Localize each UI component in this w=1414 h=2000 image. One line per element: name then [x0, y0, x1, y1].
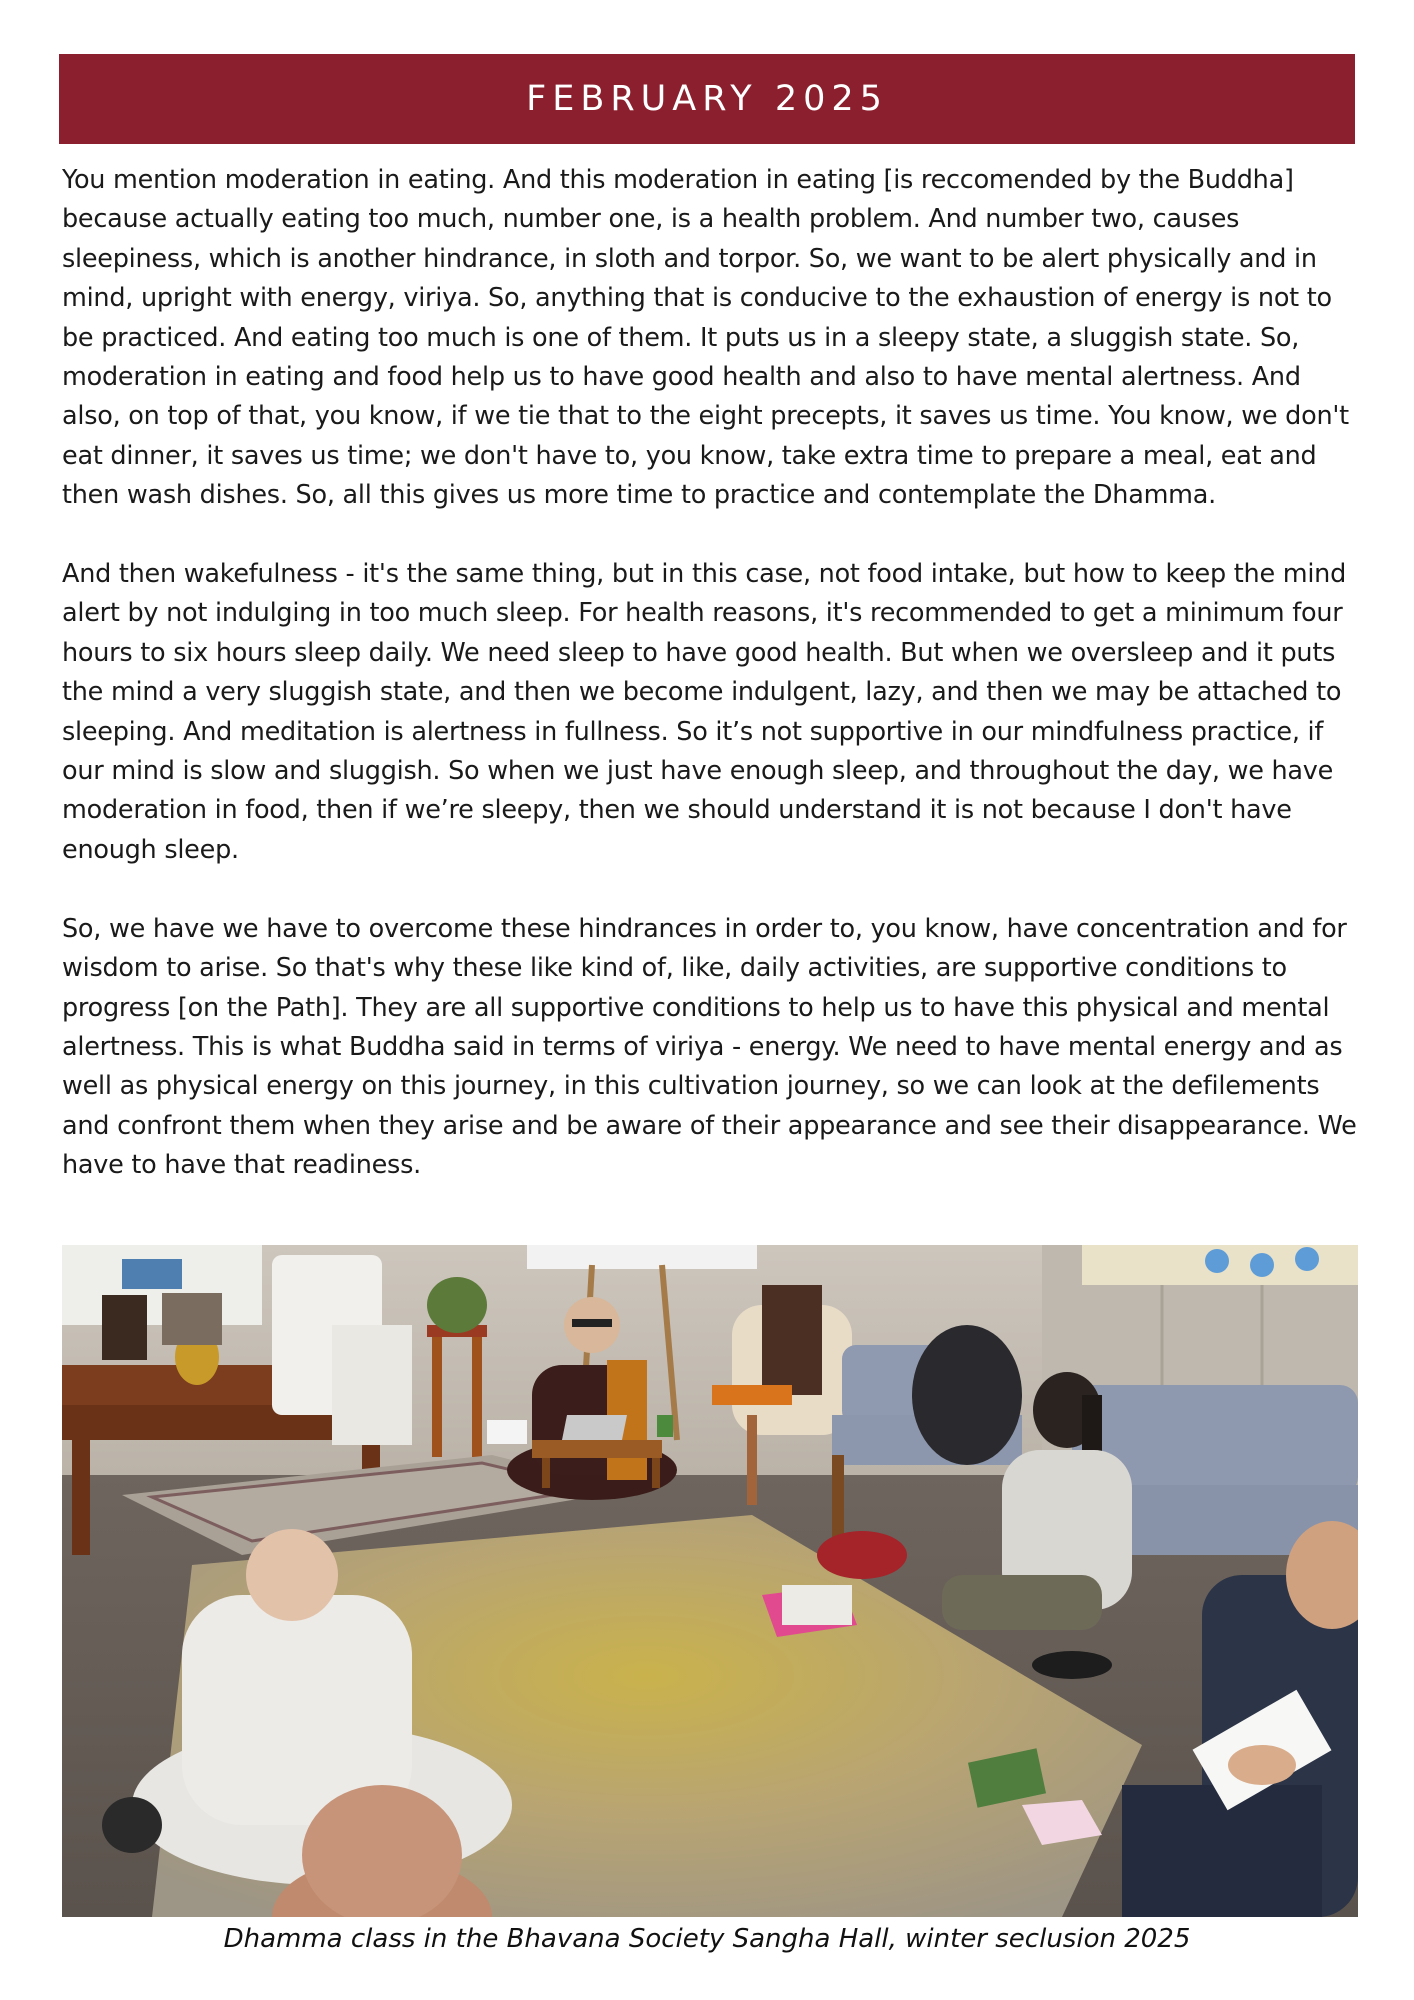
- article-paragraph: You mention moderation in eating. And this moderation in eating [is reccomended by the Buddha] because actually eating too much, number one, is a health problem. And number two, causes sleepiness, which is another hindrance, in sloth and torpor. So, we want to be alert physically and in mind, upright with energy, viriya. So, anything that is conducive to the exhaustion of energy is not to be practiced. And eating too much is one of them. It puts us in a sleepy state, a sluggish state. So, moderation in eating and food help us to have good health and also to have mental alertness. And also, on top of that, you know, if we tie that to the eight precepts, it saves us time. You know, we don't eat dinner, it saves us time; we don't have to, you know, take extra time to prepare a meal, eat and then wash dishes. So, all this gives us more time to practice and contemplate the Dhamma.: [62, 165, 1349, 511]
- dhamma-class-photo: [62, 1245, 1358, 1917]
- month-header-band: [59, 54, 1355, 144]
- month-title: FEBRUARY 2025: [526, 79, 888, 119]
- photo-caption: Dhamma class in the Bhavana Society Sangha Hall, winter seclusion 2025: [223, 1924, 1191, 1954]
- article-paragraph: And then wakefulness - it's the same thing, but in this case, not food intake, but how to keep the mind alert by not indulging in too much sleep. For health reasons, it's recommended to get a minimum four hours to six hours sleep daily. We need sleep to have good health. But when we oversleep and it puts the mind a very sluggish state, and then we become indulgent, lazy, and then we may be attached to sleeping. And meditation is alertness in fullness. So it’s not supportive in our mindfulness practice, if our mind is slow and sluggish. So when we just have enough sleep, and throughout the day, we have moderation in food, then if we’re sleepy, then we should understand it is not because I don't have enough sleep.: [62, 559, 1347, 865]
- article-paragraph: So, we have we have to overcome these hindrances in order to, you know, have concentration and for wisdom to arise. So that's why these like kind of, like, daily activities, are supportive conditions to progress [on the Path]. They are all supportive conditions to help us to have this physical and mental alertness. This is what Buddha said in terms of viriya - energy. We need to have mental energy and as well as physical energy on this journey, in this cultivation journey, so we can look at the defilements and confront them when they arise and be aware of their appearance and see their disappearance. We have to have that readiness.: [62, 913, 1357, 1181]
- article-body: [62, 161, 1357, 1186]
- photo-illustration: [62, 1245, 1358, 1917]
